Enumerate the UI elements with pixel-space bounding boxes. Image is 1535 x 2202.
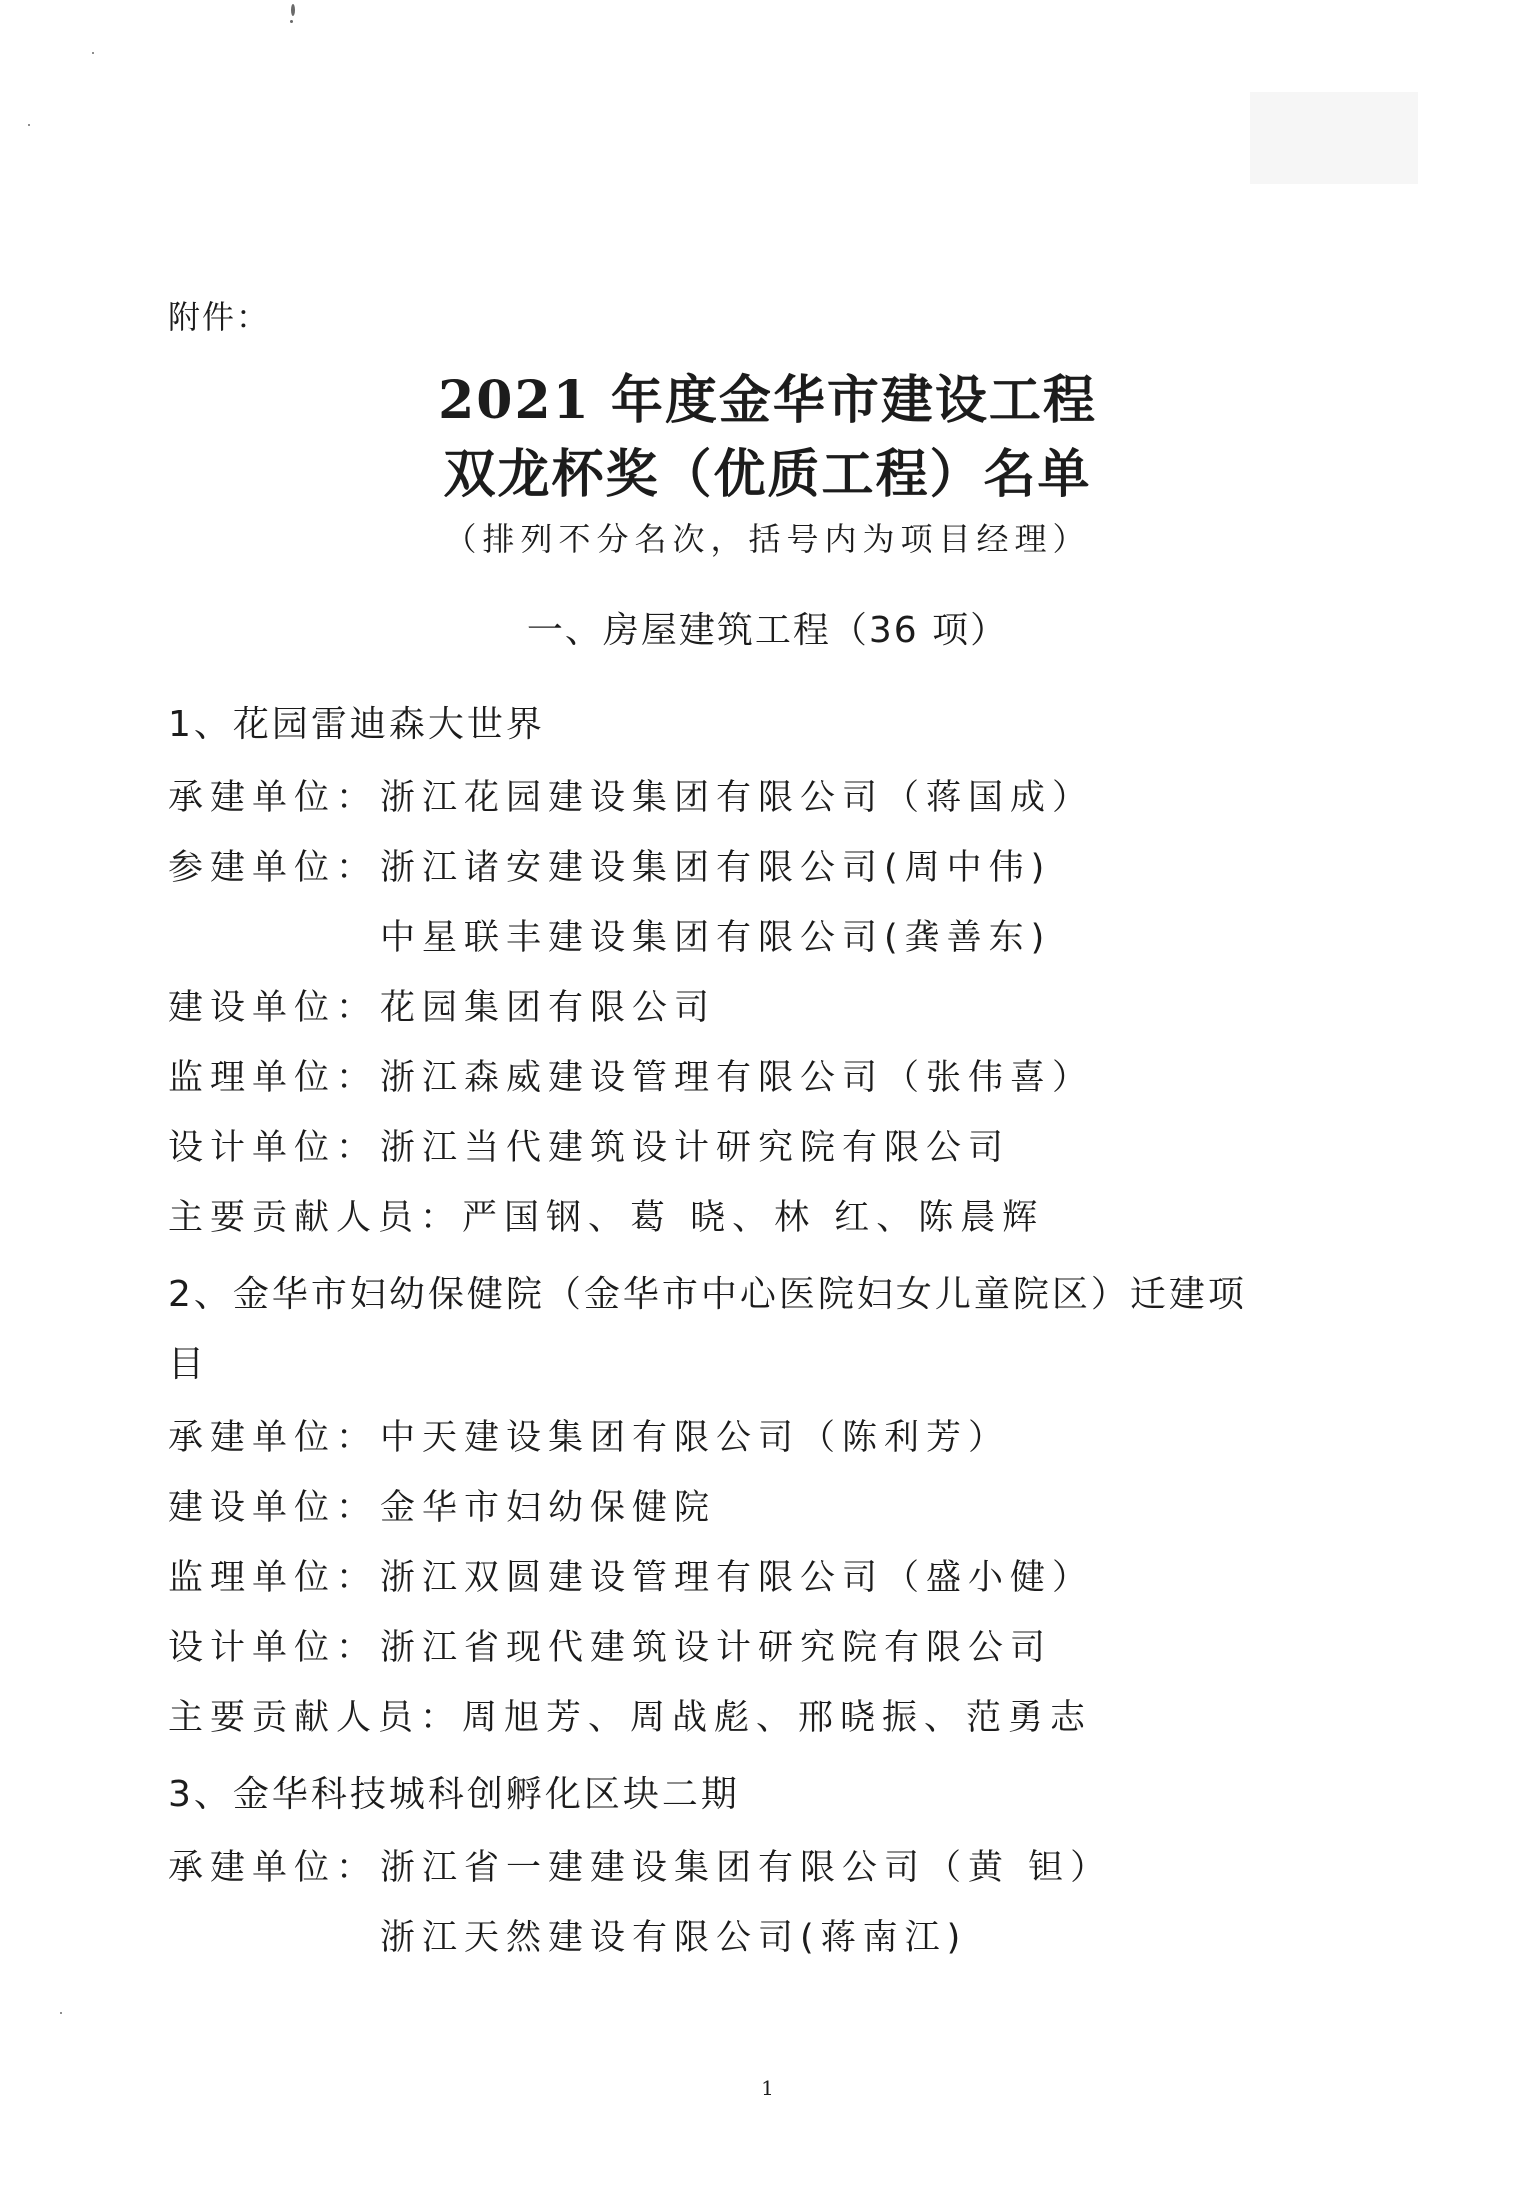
designer-value: 浙江当代建筑设计研究院有限公司: [380, 1128, 1011, 1168]
participant-value: 浙江诸安建设集团有限公司(周中伟): [380, 848, 1052, 888]
owner-row: [168, 980, 716, 1030]
builder-label: 承建单位：: [168, 1848, 379, 1888]
supervisor-label: 监理单位：: [168, 1058, 379, 1098]
participant-continuation: 中星联丰建设集团有限公司(龚善东): [380, 918, 1052, 958]
contributors-row: [168, 1690, 1092, 1740]
builder-value: 浙江花园建设集团有限公司（蒋国成）: [380, 778, 1095, 818]
supervisor-row: [168, 1550, 1094, 1600]
page-number: 1: [761, 2076, 774, 2100]
document-subtitle: （排列不分名次，括号内为项目经理）: [444, 520, 1091, 558]
supervisor-label: 监理单位：: [168, 1558, 379, 1598]
contributors-value: 严国钢、葛 晓、林 红、陈晨辉: [462, 1198, 1045, 1238]
scan-speck: [60, 2012, 62, 2014]
builder-continuation: 浙江天然建设有限公司(蒋南江): [380, 1918, 968, 1958]
project-heading: 2、金华市妇幼保健院（金华市中心医院妇女儿童院区）迁建项: [168, 1274, 1247, 1315]
builder-row: [168, 1410, 1010, 1460]
designer-row: [168, 1120, 1010, 1170]
builder-value: 浙江省一建建设集团有限公司（黄 钽）: [380, 1848, 1113, 1888]
designer-label: 设计单位：: [168, 1128, 379, 1168]
attachment-label: 附件：: [168, 298, 271, 336]
project-heading-continuation: 目: [168, 1344, 208, 1385]
participants-row: [168, 840, 1051, 890]
contributors-row: [168, 1190, 1044, 1240]
builder-row: [168, 1840, 1112, 1890]
scan-speck: [28, 124, 30, 126]
contributors-label: 主要贡献人员：: [168, 1698, 463, 1738]
owner-value: 花园集团有限公司: [380, 988, 717, 1028]
builder-value: 中天建设集团有限公司（陈利芳）: [380, 1418, 1011, 1458]
scan-speck: [291, 4, 295, 16]
builder-row: [168, 770, 1094, 820]
builder-label: 承建单位：: [168, 778, 379, 818]
designer-value: 浙江省现代建筑设计研究院有限公司: [380, 1628, 1053, 1668]
supervisor-row: [168, 1050, 1094, 1100]
builder-label: 承建单位：: [168, 1418, 379, 1458]
project-heading: 1、花园雷迪森大世界: [168, 704, 545, 745]
section-heading: 一、房屋建筑工程（36 项）: [526, 610, 1009, 651]
designer-row: [168, 1620, 1052, 1670]
scan-speck: [92, 52, 94, 54]
owner-row: [168, 1480, 716, 1530]
participants-label: 参建单位：: [168, 848, 379, 888]
document-title-line2: 双龙杯奖（优质工程）名单: [443, 444, 1092, 505]
owner-label: 建设单位：: [168, 988, 379, 1028]
scan-speck: [290, 20, 293, 23]
owner-value: 金华市妇幼保健院: [380, 1488, 717, 1528]
owner-label: 建设单位：: [168, 1488, 379, 1528]
supervisor-value: 浙江双圆建设管理有限公司（盛小健）: [380, 1558, 1095, 1598]
supervisor-value: 浙江森威建设管理有限公司（张伟喜）: [380, 1058, 1095, 1098]
contributors-value: 周旭芳、周战彪、邢晓振、范勇志: [462, 1698, 1093, 1738]
project-heading: 3、金华科技城科创孵化区块二期: [168, 1774, 740, 1815]
contributors-label: 主要贡献人员：: [168, 1198, 463, 1238]
designer-label: 设计单位：: [168, 1628, 379, 1668]
scan-shadow: [1250, 92, 1418, 184]
document-title-line1: 2021 年度金华市建设工程: [438, 370, 1097, 431]
